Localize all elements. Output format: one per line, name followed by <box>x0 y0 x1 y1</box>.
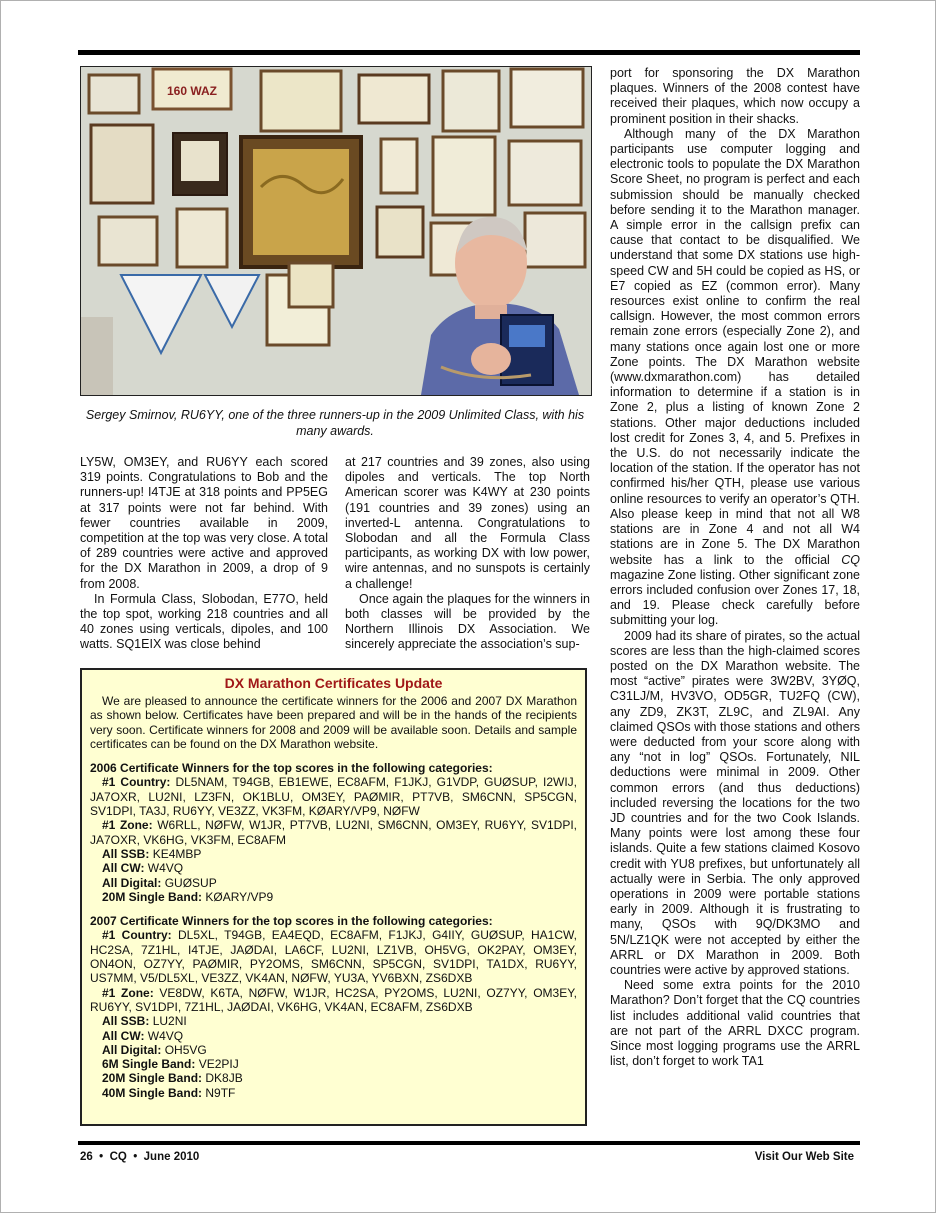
category-value: VE2PIJ <box>198 1057 239 1072</box>
category-value: W4VQ <box>147 861 184 876</box>
paragraph: at 217 countries and 39 zones, also using dipoles and verticals. The top North American scorer was K4WY at 230 points (191 countries and 39 zones) using an inverted-L antenna. Congratulations to Slobodan and all the Formula Class participants, as working DX with low power, wire antennas, and no sunspots is certainly a challenge! <box>345 455 590 591</box>
paragraph: Once again the plaques for the winners in both classes will be provided by the Northern Illinois DX Association. We sincerely appreciate the association’s sup- <box>345 591 590 652</box>
winners-2007-digital <box>90 1043 577 1057</box>
category-label: All CW: <box>102 861 145 876</box>
category-label: All SSB: <box>102 846 150 861</box>
category-label: 20M Single Band: <box>102 889 203 904</box>
category-value: W6RLL, NØFW, W1JR, PT7VB, LU2NI, SM6CNN, OM3EY, RU6YY, SV1DPI, JA7OXR, VK6HG, VK3FM, EC8AFM <box>90 818 578 847</box>
category-value: LU2NI <box>152 1014 187 1029</box>
paragraph: port for sponsoring the DX Marathon plaques. Winners of the 2008 contest have received their plaques, which now occupy a prominent position in their shacks. <box>610 66 860 126</box>
paragraph: LY5W, OM3EY, and RU6YY each scored 319 points. Congratulations to Bob and the runners-up! I4TJE at 318 points and PP5EG at 317 points were not far behind. With fewer countries available in 2009, competition at the top was very close. A total of 289 countries were active and approved for the DX Marathon in 2009, a drop of 9 from 2008. <box>80 455 328 591</box>
paragraph-text: Although many of the DX Marathon participants use computer logging and electronic tools to populate the DX Marathon Score Sheet, no program is perfect and each submission should be manually checked before sending it to the Marathon manager. A simple error in the callsign prefix can cause that contact to be disqualified. We understand that some DX stations use high-speed CW and 5H could be copied as HS, or E7 copied as EZ (common error). Many resources exist online to confirm the real callsign. However, the most common errors remain zone errors (especially Zone 2), and many stations once again lost one or more Zone points. The DX Marathon website (www.dxmarathon.com) has detailed information to determine if a station is in Zone 2, plus a listing of known Zone 2 stations. Other major deductions included lost credit for Zones 3, 4, and 5. Prefixes in the U.S. do not necessarily indicate the location of the station. If the operator has not confirmed his/her QTH, please use various online resources to verify an operator’s QTH. Also please keep in mind that not all W8 stations are in Zone 4 and not all W4 stations are in Zone 5. The DX Marathon website has a link to the official <box>610 126 860 567</box>
category-label: All CW: <box>102 1028 145 1043</box>
category-label: #1 Zone: <box>102 818 153 833</box>
winners-2007-40m <box>90 1086 577 1100</box>
winners-2006-20m <box>90 890 577 904</box>
photo-illustration <box>81 67 591 395</box>
magazine-name: CQ <box>841 552 860 567</box>
winners-2007-ssb <box>90 1014 577 1028</box>
category-label: 6M Single Band: <box>102 1057 196 1072</box>
winners-2006-heading: 2006 Certificate Winners for the top scores in the following categories: <box>90 761 493 776</box>
paragraph: Need some extra points for the 2010 Marathon? Don’t forget that the CQ countries list includes additional valid countries that are not part of the ARRL DXCC program. Since most logging programs use the ARRL list, don’t forget to work TA1 <box>610 978 860 1069</box>
category-label: #1 Country: <box>102 775 171 790</box>
category-value: KE4MBP <box>152 846 202 861</box>
category-label: 20M Single Band: <box>102 1071 203 1086</box>
category-value: DL5XL, T94GB, EA4EQD, EC8AFM, F1JKJ, G4IIY, GUØSUP, HA1CW, HC2SA, 7Z1HL, I4TJE, JAØDAI, LA6CF, LU2NI, LZ1VB, OH5VG, OK2PAY, OM3EY, ON4ON, OZ7YY, PAØMIR, PY2OMS, SM6CNN, SP5CGN, SV1DPI, TA1DX, RU6YY, US7MM, V5/DL5XL, VE3ZZ, VK4AN, NØFW, YU3A, YV6BXN, ZS6DXB <box>90 928 577 986</box>
column-3 <box>610 66 860 1069</box>
bottom-rule <box>78 1141 860 1145</box>
winners-2006-cw <box>90 861 577 875</box>
category-value: KØARY/VP9 <box>205 889 274 904</box>
winners-2006-country <box>90 775 577 818</box>
svg-text:160 WAZ: 160 WAZ <box>166 84 218 98</box>
category-value: VE8DW, K6TA, NØFW, W1JR, HC2SA, PY2OMS, LU2NI, OZ7YY, OM3EY, RU6YY, SV1DPI, 7Z1HL, JAØDAI, VK6HG, VK4AN, EC8AFM, ZS6DXB <box>90 985 577 1014</box>
category-label: #1 Zone: <box>102 985 154 1000</box>
category-value: DK8JB <box>205 1071 243 1086</box>
category-label: All Digital: <box>102 1042 162 1057</box>
sidebar-intro: We are pleased to announce the certificate winners for the 2006 and 2007 DX Marathon as shown below. Certificates have been prepared and will be in the hands of the recipients very soon. Certificate winners for 2008 and 2009 will be available soon. Details and sample certificates can be found on the DX Marathon website. <box>90 694 577 751</box>
column-2 <box>345 455 590 653</box>
winners-2006-ssb <box>90 847 577 861</box>
paragraph <box>610 127 860 629</box>
category-label: #1 Country: <box>102 928 172 943</box>
category-label: All SSB: <box>102 1014 150 1029</box>
category-value: DL5NAM, T94GB, EB1EWE, EC8AFM, F1JKJ, G1VDP, GUØSUP, I2WIJ, JA7OXR, LU2NI, LZ3FN, OK1BLU, OM3EY, PAØMIR, PT7VB, SM6CNN, SP5CGN, SV1DPI, TA3J, RU6YY, VE3ZZ, VK3FM, KØARY/VP9, NØFW <box>90 775 577 819</box>
photo-ru6yy-awards <box>80 66 592 396</box>
winners-2007-zone <box>90 986 577 1015</box>
category-label: All Digital: <box>102 875 162 890</box>
paragraph: 2009 had its share of pirates, so the actual scores are less than the high-claimed scores posted on the DX Marathon website. The most “active” pirates were 3W2BV, 3YØQ, C31LJ/M, HV3VO, OD5GR, TU2FQ (CW), any ZD9, ZK3T, ZL9C, and ZL9AI. Any claimed QSOs with those stations and others were deducted from your score along with any “not in log” QSOs. Fortunately, NIL deductions were minimal in 2009. Other common errors (and thus deductions) included reversing the locations for the two JD countries and for the two Cook Islands. Many points were lost among these four islands. Quite a few stations claimed Kosovo credit with YU8 prefixes, but unfortunately all actually were in Serbia. The only approved operations in 2009 were portable stations early in 2009. Although it is frustrating to many, QSOs with 9Q/DK3MO and 5N/LZ1QK were not accepted by either the ARRL or DX Marathon in 2009. Both countries were active by approved stations. <box>610 628 860 977</box>
top-rule <box>78 50 860 55</box>
paragraph: In Formula Class, Slobodan, E77O, held the top spot, working 218 countries and all 40 zones using verticals, dipoles, and 100 watts. SQ1EIX was close behind <box>80 591 328 652</box>
winners-2007-6m <box>90 1057 577 1071</box>
page-footer-left: 26 • CQ • June 2010 <box>80 1151 200 1163</box>
figure-caption: Sergey Smirnov, RU6YY, one of the three runners-up in the 2009 Unlimited Class, with his many awards. <box>85 408 585 438</box>
winners-2007-cw <box>90 1029 577 1043</box>
winners-2007-20m <box>90 1071 577 1085</box>
category-label: 40M Single Band: <box>102 1085 203 1100</box>
winners-2006-digital <box>90 876 577 890</box>
certificates-sidebar <box>80 668 587 1126</box>
category-value: OH5VG <box>164 1042 207 1057</box>
paragraph-text: magazine Zone listing. Other significant zone errors included confusion over Zones 17, 18, and 19. Please check carefully before submitting your log. <box>610 567 860 628</box>
category-value: GUØSUP <box>164 875 217 890</box>
category-value: N9TF <box>205 1085 236 1100</box>
winners-2006-zone <box>90 818 577 847</box>
page-footer-right: Visit Our Web Site <box>754 1151 854 1163</box>
winners-2007-country <box>90 928 577 985</box>
column-1 <box>80 455 328 653</box>
winners-2007-heading: 2007 Certificate Winners for the top scores in the following categories: <box>90 914 493 929</box>
sidebar-title: DX Marathon Certificates Update <box>224 675 443 691</box>
category-value: W4VQ <box>147 1028 184 1043</box>
